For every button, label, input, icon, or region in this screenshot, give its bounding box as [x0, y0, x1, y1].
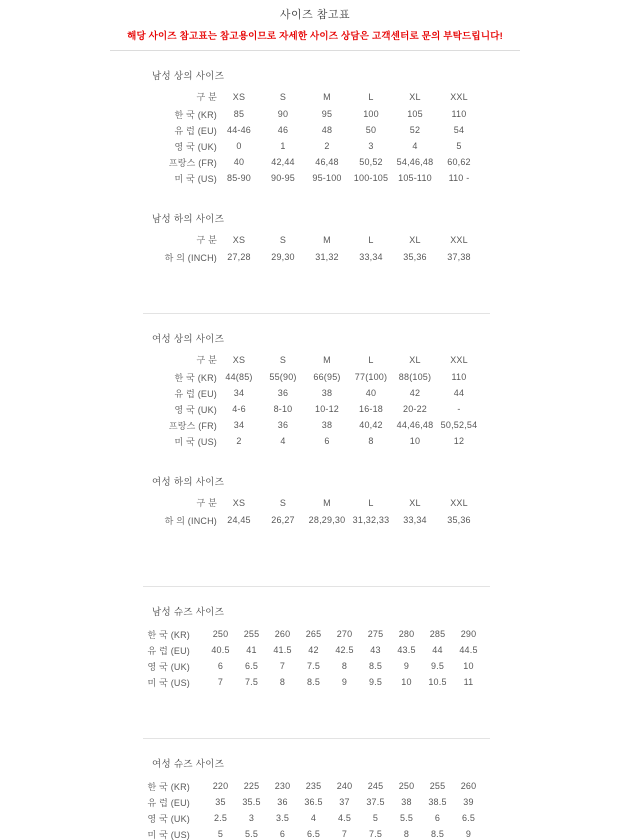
- size-value: 8.5: [430, 829, 445, 839]
- size-value: 2: [324, 141, 330, 151]
- size-value: 5.5: [399, 813, 414, 823]
- size-value: 34: [233, 388, 245, 398]
- size-value: 35,36: [447, 515, 471, 525]
- size-value: 255: [429, 781, 446, 791]
- size-value: 44: [453, 388, 465, 398]
- size-value: 50,52: [359, 157, 383, 167]
- section-title: 남성 상의 사이즈: [152, 71, 225, 82]
- size-value: 5: [456, 141, 462, 151]
- size-value: 40,42: [359, 420, 383, 430]
- size-value: 6.5: [461, 813, 476, 823]
- size-value: 44: [432, 645, 443, 655]
- row-label: 유 럽 (EU): [147, 797, 190, 808]
- size-value: 26,27: [271, 515, 295, 525]
- section-title: 남성 하의 사이즈: [152, 214, 225, 225]
- size-value: 46: [277, 125, 289, 135]
- size-value: 10-12: [314, 404, 340, 414]
- row-label: 한 국 (KR): [147, 629, 190, 640]
- row-label: 미 국 (US): [174, 436, 217, 447]
- size-value: 7.5: [368, 829, 383, 839]
- size-value: 4: [310, 813, 317, 823]
- size-value: 110: [451, 109, 467, 119]
- size-value: 2.5: [213, 813, 228, 823]
- column-header: M: [323, 354, 331, 365]
- size-value: 12: [453, 436, 465, 446]
- size-value: 6: [324, 436, 330, 446]
- size-value: 54,46,48: [396, 157, 434, 167]
- column-header: S: [279, 354, 287, 365]
- size-value: 240: [336, 781, 353, 791]
- section-title: 여성 하의 사이즈: [152, 477, 225, 488]
- column-header: XL: [409, 354, 421, 365]
- table-row: [145, 154, 481, 170]
- size-value: 39: [463, 797, 474, 807]
- size-value: 7: [279, 661, 286, 671]
- size-value: 5: [372, 813, 379, 823]
- size-value: 88(105): [398, 372, 432, 382]
- size-table: [145, 90, 481, 186]
- size-value: 44-46: [226, 125, 252, 135]
- section-title: 남성 슈즈 사이즈: [152, 607, 225, 618]
- column-header: XXL: [450, 91, 468, 102]
- size-value: 60,62: [447, 157, 471, 167]
- size-value: 50: [365, 125, 377, 135]
- row-label: 하 의 (INCH): [164, 252, 217, 263]
- size-value: 33,34: [403, 515, 427, 525]
- row-label: 미 국 (US): [174, 173, 217, 184]
- size-value: 42,44: [271, 157, 295, 167]
- size-value: 95-100: [312, 173, 342, 183]
- size-value: 90-95: [270, 173, 296, 183]
- size-section: [145, 211, 630, 265]
- row-label: 한 국 (KR): [174, 109, 217, 120]
- column-header: XXL: [450, 234, 468, 245]
- column-header: XS: [232, 354, 246, 365]
- size-value: 8.5: [306, 677, 321, 687]
- size-value: 100: [363, 109, 379, 119]
- table-row: [145, 170, 481, 186]
- size-value: 7: [341, 829, 348, 839]
- table-row: [145, 512, 481, 528]
- size-value: 44(85): [225, 372, 253, 382]
- size-value: 6: [279, 829, 286, 839]
- size-value: 42: [308, 645, 319, 655]
- size-value: 9: [403, 661, 410, 671]
- size-value: 10: [463, 661, 474, 671]
- size-value: 6: [434, 813, 441, 823]
- row-label: 영 국 (UK): [174, 404, 217, 415]
- size-value: 285: [429, 629, 446, 639]
- size-value: 110 -: [448, 173, 470, 183]
- row-label: 프랑스 (FR): [168, 157, 217, 168]
- size-table: [145, 626, 484, 690]
- size-value: 260: [274, 629, 291, 639]
- table-row: [145, 778, 484, 794]
- size-value: 105-110: [398, 173, 432, 183]
- header-divider: [110, 50, 520, 51]
- size-value: 290: [460, 629, 477, 639]
- size-value: 235: [305, 781, 322, 791]
- size-value: 220: [212, 781, 229, 791]
- size-value: -: [457, 404, 461, 414]
- column-header: XXL: [450, 354, 468, 365]
- table-row: [145, 626, 484, 642]
- table-row: [145, 826, 484, 840]
- size-value: 40: [233, 157, 245, 167]
- size-value: 2: [236, 436, 242, 446]
- size-value: 24,45: [227, 515, 251, 525]
- column-header: L: [368, 234, 374, 245]
- size-value: 10.5: [428, 677, 447, 687]
- size-value: 8: [403, 829, 410, 839]
- column-header: XL: [409, 91, 421, 102]
- size-value: 4: [280, 436, 286, 446]
- size-value: 38: [321, 388, 333, 398]
- table-header-row: [145, 353, 481, 369]
- size-value: 245: [367, 781, 384, 791]
- size-table: [145, 496, 481, 528]
- size-value: 35,36: [403, 252, 427, 262]
- size-value: 77(100): [354, 372, 388, 382]
- size-value: 36: [277, 388, 289, 398]
- size-value: 230: [274, 781, 291, 791]
- size-value: 280: [398, 629, 415, 639]
- size-value: 11: [463, 677, 474, 687]
- row-label: 영 국 (UK): [147, 813, 190, 824]
- size-value: 44.5: [459, 645, 478, 655]
- size-value: 3: [368, 141, 374, 151]
- size-value: 260: [460, 781, 477, 791]
- size-value: 29,30: [271, 252, 295, 262]
- size-value: 40.5: [211, 645, 230, 655]
- row-label: 영 국 (UK): [147, 661, 190, 672]
- size-value: 5: [217, 829, 224, 839]
- size-value: 16-18: [358, 404, 384, 414]
- table-row: [145, 369, 481, 385]
- column-header: M: [323, 234, 331, 245]
- column-header: L: [368, 91, 374, 102]
- table-row: [145, 794, 484, 810]
- size-value: 34: [233, 420, 245, 430]
- section-divider: [143, 738, 490, 739]
- size-value: 36: [277, 420, 289, 430]
- section-title: 여성 상의 사이즈: [152, 334, 225, 345]
- size-table: [145, 353, 481, 449]
- size-value: 27,28: [227, 252, 251, 262]
- column-header: XS: [232, 234, 246, 245]
- row-label: 유 럽 (EU): [147, 645, 190, 656]
- size-value: 31,32: [315, 252, 339, 262]
- size-value: 20-22: [402, 404, 428, 414]
- size-value: 85: [233, 109, 245, 119]
- row-label: 하 의 (INCH): [164, 515, 217, 526]
- size-value: 3.5: [275, 813, 290, 823]
- size-value: 37.5: [366, 797, 385, 807]
- size-value: 270: [336, 629, 353, 639]
- table-row: [145, 810, 484, 826]
- size-value: 265: [305, 629, 322, 639]
- size-value: 52: [409, 125, 421, 135]
- row-label: 영 국 (UK): [174, 141, 217, 152]
- size-value: 250: [212, 629, 229, 639]
- size-value: 8: [279, 677, 286, 687]
- size-value: 54: [453, 125, 465, 135]
- size-value: 46,48: [315, 157, 339, 167]
- size-value: 55(90): [269, 372, 297, 382]
- table-row: [145, 642, 484, 658]
- size-value: 95: [321, 109, 333, 119]
- size-value: 100-105: [353, 173, 389, 183]
- size-value: 105: [407, 109, 423, 119]
- size-value: 6.5: [306, 829, 321, 839]
- size-value: 66(95): [313, 372, 341, 382]
- column-header: M: [323, 497, 331, 508]
- size-value: 8: [341, 661, 348, 671]
- row-label: 한 국 (KR): [147, 781, 190, 792]
- size-value: 225: [243, 781, 260, 791]
- size-value: 250: [398, 781, 415, 791]
- size-value: 8.5: [368, 661, 383, 671]
- table-row: [145, 249, 481, 265]
- header-label: 구 분: [196, 235, 217, 245]
- size-value: 85-90: [226, 173, 252, 183]
- row-label: 프랑스 (FR): [168, 420, 217, 431]
- column-header: S: [279, 91, 287, 102]
- column-header: XS: [232, 91, 246, 102]
- section-divider: [143, 586, 490, 587]
- size-value: 4: [412, 141, 418, 151]
- column-header: XL: [409, 497, 421, 508]
- row-label: 한 국 (KR): [174, 372, 217, 383]
- table-header-row: [145, 90, 481, 106]
- table-header-row: [145, 233, 481, 249]
- size-value: 50,52,54: [440, 420, 478, 430]
- column-header: L: [368, 497, 374, 508]
- size-value: 5.5: [244, 829, 259, 839]
- notice-text: 해당 사이즈 참고표는 참고용이므로 자세한 사이즈 상담은 고객센터로 문의 부탁드립니다!: [127, 31, 503, 42]
- size-section: [145, 604, 630, 690]
- size-section: [145, 474, 630, 528]
- size-table: [145, 233, 481, 265]
- size-value: 38: [321, 420, 333, 430]
- size-value: 41: [246, 645, 257, 655]
- size-value: 37,38: [447, 252, 471, 262]
- size-value: 43.5: [397, 645, 416, 655]
- size-value: 8: [368, 436, 374, 446]
- size-value: 38.5: [428, 797, 447, 807]
- row-label: 유 럽 (EU): [174, 388, 217, 399]
- size-value: 10: [401, 677, 412, 687]
- section-divider: [143, 313, 490, 314]
- size-value: 42: [409, 388, 421, 398]
- size-value: 41.5: [273, 645, 292, 655]
- size-value: 35.5: [242, 797, 261, 807]
- size-value: 7: [217, 677, 224, 687]
- size-value: 0: [236, 141, 242, 151]
- size-value: 9.5: [430, 661, 445, 671]
- size-value: 8-10: [273, 404, 293, 414]
- size-value: 7.5: [244, 677, 259, 687]
- size-section: [145, 756, 630, 840]
- sections-container: [0, 68, 630, 840]
- size-value: 3: [248, 813, 255, 823]
- table-row: [145, 106, 481, 122]
- header-label: 구 분: [196, 498, 217, 508]
- size-value: 9: [341, 677, 348, 687]
- size-value: 90: [277, 109, 289, 119]
- size-value: 275: [367, 629, 384, 639]
- table-row: [145, 417, 481, 433]
- size-value: 255: [243, 629, 260, 639]
- column-header: S: [279, 234, 287, 245]
- size-value: 4-6: [232, 404, 246, 414]
- table-row: [145, 385, 481, 401]
- size-value: 42.5: [335, 645, 354, 655]
- size-section: [145, 331, 630, 449]
- row-label: 미 국 (US): [147, 829, 190, 840]
- size-value: 6.5: [244, 661, 259, 671]
- size-value: 10: [409, 436, 421, 446]
- column-header: XL: [409, 234, 421, 245]
- size-value: 110: [451, 372, 467, 382]
- table-row: [145, 122, 481, 138]
- size-value: 33,34: [359, 252, 383, 262]
- size-value: 1: [280, 141, 286, 151]
- size-value: 38: [401, 797, 412, 807]
- size-value: 9: [465, 829, 472, 839]
- size-table: [145, 778, 484, 840]
- size-value: 36.5: [304, 797, 323, 807]
- size-section: [145, 68, 630, 186]
- column-header: L: [368, 354, 374, 365]
- size-value: 6: [217, 661, 224, 671]
- table-row: [145, 674, 484, 690]
- column-header: XS: [232, 497, 246, 508]
- size-value: 35: [215, 797, 226, 807]
- size-value: 4.5: [337, 813, 352, 823]
- row-label: 미 국 (US): [147, 677, 190, 688]
- section-title: 여성 슈즈 사이즈: [152, 759, 225, 770]
- size-value: 36: [277, 797, 288, 807]
- table-row: [145, 658, 484, 674]
- size-value: 28,29,30: [308, 515, 346, 525]
- table-header-row: [145, 496, 481, 512]
- column-header: S: [279, 497, 287, 508]
- table-row: [145, 138, 481, 154]
- size-value: 37: [339, 797, 350, 807]
- size-value: 40: [365, 388, 377, 398]
- size-value: 7.5: [306, 661, 321, 671]
- column-header: M: [323, 91, 331, 102]
- column-header: XXL: [450, 497, 468, 508]
- row-label: 유 럽 (EU): [174, 125, 217, 136]
- size-value: 43: [370, 645, 381, 655]
- size-value: 44,46,48: [396, 420, 434, 430]
- table-row: [145, 401, 481, 417]
- table-row: [145, 433, 481, 449]
- page-title: 사이즈 참고표: [279, 9, 351, 21]
- size-value: 48: [321, 125, 333, 135]
- size-value: 31,32,33: [352, 515, 390, 525]
- header-label: 구 분: [196, 355, 217, 365]
- size-value: 9.5: [368, 677, 383, 687]
- header-label: 구 분: [196, 92, 217, 102]
